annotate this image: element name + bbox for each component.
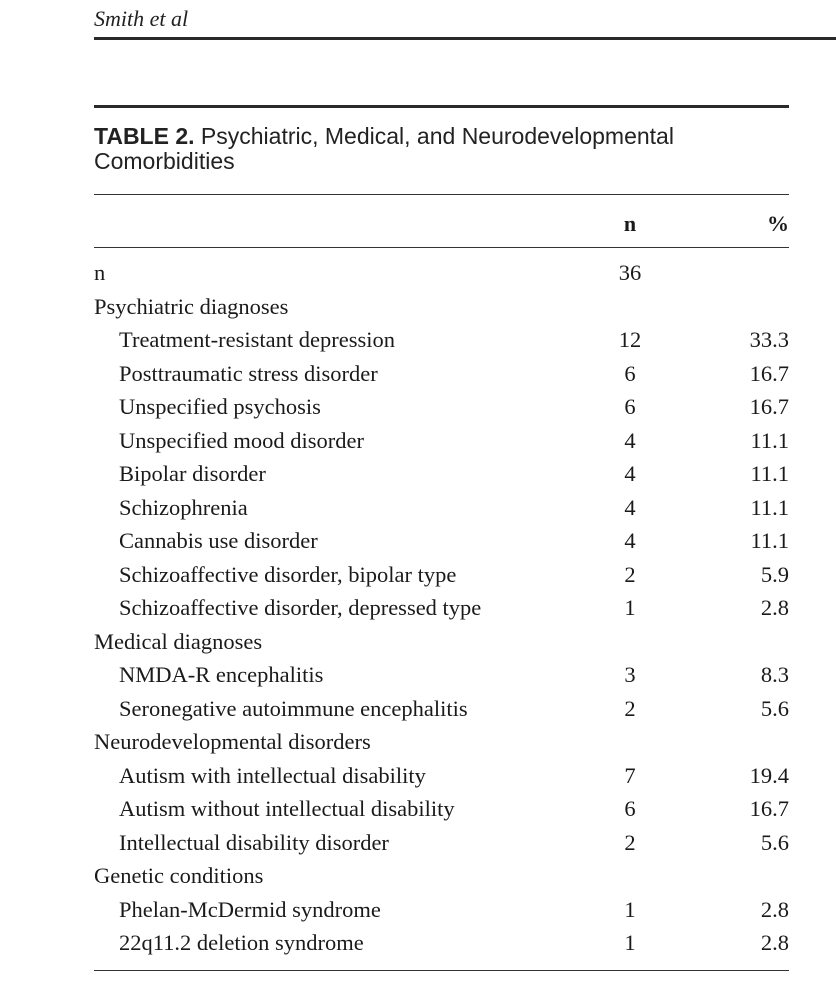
column-header-percent: % <box>767 211 789 236</box>
row-label: Schizophrenia <box>119 494 248 520</box>
row-n: 4 <box>624 427 636 453</box>
row-label: Unspecified mood disorder <box>119 427 364 453</box>
row-label: Phelan-McDermid syndrome <box>119 896 381 922</box>
row-label: Schizoaffective disorder, depressed type <box>119 595 482 620</box>
table-top-rule <box>94 105 789 108</box>
row-label: 22q11.2 deletion syndrome <box>119 930 364 955</box>
section-row-neurodevelopmental <box>94 725 789 759</box>
row-n: 2 <box>624 561 636 587</box>
table-row <box>94 491 789 525</box>
row-n: 4 <box>624 528 636 553</box>
row-n: 4 <box>624 494 636 520</box>
row-n: 36 <box>618 260 642 285</box>
table-row <box>94 424 789 458</box>
section-row-medical <box>94 625 789 659</box>
row-label: Posttraumatic stress disorder <box>119 360 378 386</box>
row-n: 1 <box>624 930 636 955</box>
row-percent: 2.8 <box>760 930 789 955</box>
row-percent: 5.6 <box>760 695 789 721</box>
section-label: Genetic conditions <box>94 863 264 888</box>
table-caption <box>94 124 789 174</box>
row-n: 4 <box>624 461 636 486</box>
row-n: 6 <box>624 796 636 821</box>
row-percent: 19.4 <box>749 762 789 788</box>
row-n: 1 <box>624 595 636 620</box>
row-percent: 16.7 <box>749 360 789 386</box>
row-n: 6 <box>624 360 636 386</box>
table-row <box>94 692 789 726</box>
table-body <box>94 256 789 960</box>
table-row <box>94 390 789 424</box>
header-rule <box>94 37 836 40</box>
header-bottom-rule <box>94 247 789 248</box>
row-label: Schizoaffective disorder, bipolar type <box>119 561 457 587</box>
column-header-n: n <box>623 211 637 236</box>
table-title-line1: Psychiatric, Medical, and Neurodevelopmental <box>200 123 674 149</box>
section-row-psychiatric <box>94 290 789 324</box>
row-percent: 2.8 <box>760 896 789 922</box>
row-n: 2 <box>624 829 636 855</box>
table-row <box>94 893 789 927</box>
row-n: 1 <box>624 896 636 922</box>
table-row <box>94 357 789 391</box>
row-percent: 8.3 <box>760 662 789 687</box>
section-row-genetic <box>94 859 789 893</box>
row-percent: 16.7 <box>749 796 789 821</box>
row-label: Unspecified psychosis <box>119 394 321 419</box>
row-n: 12 <box>618 327 642 352</box>
comorbidities-table <box>94 105 789 971</box>
row-label: Intellectual disability disorder <box>119 829 389 855</box>
row-percent: 11.1 <box>750 494 789 520</box>
row-percent: 11.1 <box>750 461 789 486</box>
table-bottom-rule <box>94 970 789 971</box>
table-row <box>94 323 789 357</box>
row-label: Bipolar disorder <box>119 461 266 486</box>
table-row <box>94 926 789 960</box>
row-label: NMDA-R encephalitis <box>119 662 324 687</box>
table-row <box>94 792 789 826</box>
table-row <box>94 591 789 625</box>
row-percent: 5.9 <box>760 561 789 587</box>
row-percent: 33.3 <box>749 327 789 352</box>
table-title-line2: Comorbidities <box>94 148 235 174</box>
table-row <box>94 457 789 491</box>
row-percent: 2.8 <box>760 595 789 620</box>
row-percent: 16.7 <box>749 394 789 419</box>
row-label: n <box>94 260 106 285</box>
row-n: 2 <box>624 695 636 721</box>
section-label: Psychiatric diagnoses <box>94 293 289 319</box>
row-label: Autism with intellectual disability <box>119 762 426 788</box>
table-label: TABLE 2. <box>94 123 195 149</box>
section-label: Medical diagnoses <box>94 628 263 654</box>
row-label: Treatment-resistant depression <box>119 327 395 352</box>
table-row <box>94 658 789 692</box>
table-row <box>94 558 789 592</box>
row-n: 3 <box>624 662 636 687</box>
table-row <box>94 256 789 290</box>
row-percent: 11.1 <box>750 528 789 553</box>
row-n: 7 <box>624 762 636 788</box>
column-header-row <box>94 195 789 247</box>
table-row <box>94 826 789 860</box>
row-percent: 11.1 <box>750 427 789 453</box>
row-percent: 5.6 <box>760 829 789 855</box>
row-label: Cannabis use disorder <box>119 528 318 553</box>
row-label: Seronegative autoimmune encephalitis <box>119 695 468 721</box>
row-n: 6 <box>624 394 636 419</box>
table-row <box>94 524 789 558</box>
section-label: Neurodevelopmental disorders <box>94 729 371 754</box>
row-label: Autism without intellectual disability <box>119 796 455 821</box>
table-row <box>94 759 789 793</box>
running-head: Smith et al <box>94 6 189 31</box>
